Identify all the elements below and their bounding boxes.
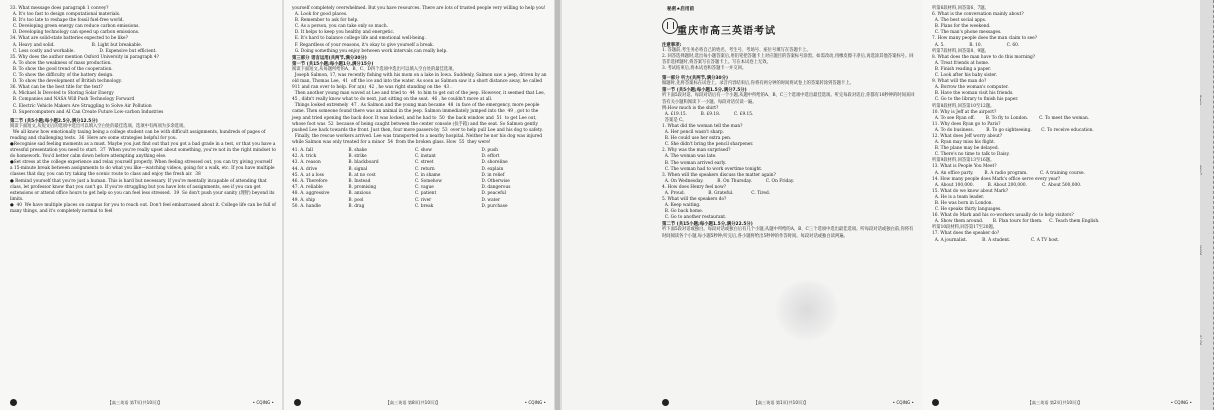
page-footer <box>662 399 914 406</box>
cloze-option: C. in shame <box>414 172 441 178</box>
passage-continued: yourself completely overwhelmed. But you have resources. There are lots of trusted people very willing to help you! A. Look for good places. B. Remember to ask for help. C. As a person, you can take only so much. D. It helps to keep you healthy and energetic. E. It's hard to balance college life and emotional well-being. F. Regardless of your reasons, it's okay to give yourself a break. G. Doing something you enjoy between work intervals can really help. <box>292 6 546 54</box>
page-2 <box>922 0 1200 410</box>
footer-code: • CQING • <box>524 400 546 405</box>
sec2-intro: 听下面5段对话或独白。每段对话或独白后有几个小题,从题中所给的A、B、C三个选项中选出最佳选项。听每段对话或独白前,你将有时间阅读各个小题,每小题5秒钟;听完后,各小题将给出5秒钟的作答时间。每段对话或独白读两遍。 <box>662 227 914 239</box>
cloze-option: D. in relief <box>481 172 505 178</box>
footer-label: 【高三英语 第7页(共10页)】 <box>107 399 163 405</box>
section-title: 第二节 (共5小题;每小题2.5分,满分12.5分) <box>10 118 98 124</box>
cloze-option: C. vague <box>414 185 434 191</box>
footer-label: 【高三英语 第2页(共10页)】 <box>1027 399 1083 405</box>
cloze-option: 48. A. aggressive <box>292 191 330 197</box>
footer-code: • CQING • <box>892 400 914 405</box>
cloze-option: 47. A. reliable <box>292 185 323 191</box>
cloze-passage: Joseph Salmon, 17, was recently fishing with his mom on a lake in Iowa. Suddenly, Salmon saw a jeep, driven by an old man, Thomas Lee, 41 off the ice and into the water. As soon as Salmon saw it a short distance away, he called 911 and ran over to help. For a(n) 42 , he was right standing on the 43 . Then another young man waved at Lee and tried to 44 to him to get out of the jeep. However, it seemed that Lee, 45 , didn't really know what to do next, just sitting on the seat. 46 , he couldn't move at all. Things looked extremely 47 . As Salmon and the young man became 48 in face of the emergency, more people came. Then someone found there was an animal in the jeep. Salmon immediately jumped into the 49 , got to the jeep and tried opening the back door. It was locked, and he had to 50 the back window and 51 to get Lee out, whose foot was 52 because of being caught between the center console (扶手箱) and the seat. So Salmon gently pushed Lee back towards the front. Just then, four more passers-by 53 over to help pull Lee and his dog to safety. Finally, the rescue workers arrived. Lee was transported to a nearby hospital. Neither he nor his dog was injured while Salmon was only treated for a minor 54 from the broken glass. How 55 they were! <box>292 72 547 145</box>
circle-mark-icon <box>294 399 301 406</box>
cloze-option: D. push <box>481 147 498 153</box>
cloze-option: C. return <box>414 166 435 172</box>
part3-title: 第三部分 语言运用(共两节,满分30分) <box>292 55 367 61</box>
watermark <box>772 280 842 340</box>
part3-intro: 阅读下面短文,从每题所给的A、B、C、D四个选项中选出可以填入空白处的最佳选项。 <box>292 66 457 72</box>
page-binding <box>555 0 560 410</box>
cloze-option: D. explain <box>481 166 504 172</box>
cloze-option: C. show <box>414 147 432 153</box>
page-8 <box>284 0 554 410</box>
section-intro: 阅读下面短文,从短文后的选项中选出可以填入空白处的最佳选项。选项中有两项为多余选项。 <box>10 123 188 129</box>
footer-code: • CQING • <box>252 400 274 405</box>
cloze-option: C. street <box>414 160 434 166</box>
cloze-option: B. pool <box>348 197 364 203</box>
listening-questions: 1. What did the woman tell the man? A. Her pencil wasn't sharp. B. He could use her extra pen. C. She didn't bring the pencil sharpener. 2. Why was the man surprised? A. The woman was late. B. The woman arrived early. C. The woman had to work overtime tonight. 3. When will the speakers discuss the matter again? A. On Wednesday. B. On Thursday. C. On Friday. 4. How does Henry feel now? A. Proud. B. Grateful. C. Tired. 5. What will the speakers do? A. Keep waiting. B. Go back home. C. Go to another restaurant. <box>662 123 795 221</box>
listening-questions-cont: 听第6段材料,回答第6、7题。 6. What is the conversation mainly about? A. The best social apps. B. Plans for the weekend. C. The man's phone messages. 7. How many people does the man claim to see? A. 5. B. 10. C. 60. 听第7段材料,回答第8、9题。 8. What does the man have to do this morning? A. Treat friends at home. B. Finish reading a paper. C. Look after his baby sister. 9. What will the man do? A. Borrow the woman's computer. B. Have the woman visit his friends. C. Go to the library to finish his paper. 听第8段材料,回答第10至12题。 10. Why is Jeff at the airport? A. To see Ryan off. B. To fly to London. C. To meet the woman. 11. Why does Ryan go to Paris? A. To do business. B. To go sightseeing. C. To receive education. 12. What does Jeff worry about? A. Ryan may miss his flight. B. The plane may be delayed. C. There's no time to talk to Daisy. 听第9段材料,回答第13至16题。 13. What is People You Meet? A. An office party. B. A radio program. C. A training course. 14. How many people does Mark's office serve every year? A. About 100,000. B. About 200,000. C. About 500,000. 15. What do we know about Mark? A. He is a team leader. B. He was born in London. C. He speaks thirty languages. 16. What do Mark and his co-workers usually do to help visitors? A. Show them around. B. Plan tours for them. C. Teach them English. 听第10段材料,回答第17至20题。 17. What does the speaker do? A. A journalist. B. A student. C. A TV host. <box>932 6 1100 243</box>
part1-intro: 做题时,先将答案标在试卷上。录音内容结束后,你将有两分钟的时间将试卷上的答案转涂到答题卡上。 <box>662 81 854 87</box>
cloze-option: B. Instead <box>348 178 371 184</box>
cloze-option: B. promising <box>348 185 377 191</box>
page-footer <box>932 399 1192 406</box>
passage-text: We all know how emotionally taxing being a college student can be with difficult assignments, hundreds of pages of reading and challenging tests. 36 Here are some strategies helpful for you. ●Recognise sad feeling moments as a must. Maybe you just find out that you got a bad grade in a test, or that you have a stressful presentation you need to start. 37 When you're really upset about something, you're not in the right mindset to do homework. You'd better calm down before attempting anything else. ●Set stress at the college experience and relax yourself properly. When feeling stressed out, you can try giving yourself a 15-minute break between assignments to do what you like—watching videos, going for a walk, etc. If you have multiple classes that day, you can try taking the scenic route to class and enjoy the fresh air. 38 ● Remind yourself that you're just a human. This is hard but necessary. If you're mentally incapable of attending that class, let professor know that you can't go. If you're struggling but you have lots of assignments, see if you can get extensions or attend office hours to get help so you can feel less stressed. 39 So don't push your sanity (理智) beyond its limits. ● 40 We have multiple places on campus for you to reach out. Don't feel embarrassed about it. College life can be full of many things, and it's completely normal to feel <box>10 129 276 214</box>
cloze-option: D. Otherwise <box>481 178 510 184</box>
circle-mark-icon <box>662 399 669 406</box>
circle-mark-icon <box>932 399 939 406</box>
cloze-options <box>292 148 548 210</box>
footer-label: 【高三英语 第1页(共10页)】 <box>753 399 809 405</box>
cloze-option: B. signal <box>348 166 368 172</box>
circle-mark-icon <box>10 399 17 406</box>
example: 例:How much is the shirt? A. £19.15. B. £9.18. C. £9.15. 答案是 C。 <box>662 105 754 123</box>
cloze-option: D. purchase <box>481 203 508 209</box>
cloze-option: B. blackboard <box>348 160 379 166</box>
sec1-intro: 听下面5段对话。每段对话后有一个小题,从题中所给的A、B、C三个选项中选出最佳选项。听完每段对话后,你都有10秒钟的时间来回答有关小题和阅读下一小题。每段对话仅读一遍。 <box>662 93 915 105</box>
cloze-option: D. effort <box>481 154 500 160</box>
cloze-option: C. instant <box>414 154 436 160</box>
cloze-option: 49. A. ship <box>292 197 316 203</box>
page-footer <box>10 399 274 406</box>
cloze-option: D. shoreline <box>481 160 508 166</box>
sec1-title: 第一节 (共5小题;每小题1.5分,满分7.5分) <box>662 88 747 94</box>
page-7 <box>0 0 282 410</box>
cloze-option: D. dangerous <box>481 185 511 191</box>
cloze-option: C. patient <box>414 191 437 197</box>
cloze-option: C. Somehow <box>414 178 442 184</box>
cloze-option: 42. A. trick <box>292 154 317 160</box>
cloze-option: B. drag <box>348 203 365 209</box>
notice-text: 1. 答题前,考生务必将自己的姓名、考生号、考场号、座位号填写在答题卡上。 2. 回答选择题时,选出每小题答案后,用铅笔把答题卡上对应题目的答案标号涂黑。如需改动,用橡皮擦干净后,再选涂其他答案标号。回答非选择题时,将答案写在答题卡上。写在本试卷上无效。 3. 考试结束后,将本试卷和答题卡一并交回。 <box>662 48 914 72</box>
cloze-option: D. water <box>481 197 500 203</box>
exam-title: 重庆市高三英语考试 <box>677 26 776 37</box>
cloze-option: 50. A. handle <box>292 203 321 209</box>
page-1 <box>562 0 922 410</box>
cloze-option: C. break <box>414 203 434 209</box>
cloze-option: B. at no cost <box>348 172 376 178</box>
footer-label: 【高三英语 第8页(共10页)】 <box>385 399 441 405</box>
page1-body <box>662 42 917 240</box>
reading-questions: 33. What message does paragraph 1 convey? A. It's too fast to design computational materials. B. It's too late to reshape the fossil fuel-free world. C. Developing green energy can reduce carbon emissions. D. Developing technology can speed up carbon emissions. 34. What are solid-state batteries expected to be like? A. Heavy and solid. B. Light but breakable. C. Less costly and workable. D. Expensive but efficient. 35. Why does the author mention Oxford University in paragraph 4? A. To show the weakness of mass production. B. To show the good trend of the cooperation. C. To show the difficulty of the battery design. D. To show the development of British technology. 36. What can be the best title for the text? A. Michael Is Devoted to Storing Solar Energy B. Companies and NASA Will Push Technology Forward C. Electric Vehicle Makers Are Struggling to Solve Air Pollution D. Supercomputers and AI Can Create Future Low-carbon Industries <box>10 6 164 115</box>
part1-title: 第一部分 听力(共两节,满分30分) <box>662 76 729 82</box>
cloze-option: D. peaceful <box>481 191 506 197</box>
cloze-option: 41. A. fall <box>292 147 313 153</box>
cloze-option: C. river <box>414 197 432 203</box>
exam-logo-icon <box>662 18 678 34</box>
part3-subtitle: 第一节 (共15小题;每小题1分,满分15分) <box>292 61 374 67</box>
sec2-title: 第二节 (共15小题;每小题1.5分,满分22.5分) <box>662 222 753 228</box>
notice-title: 注意事项: <box>662 43 682 48</box>
secret-label: 秘密★启用前 <box>667 7 695 12</box>
page-footer <box>294 399 546 406</box>
cloze-option: B. anxious <box>348 191 371 197</box>
cloze-option: 43. A. reason <box>292 160 321 166</box>
footer-code: • CQING • <box>1170 400 1192 405</box>
cloze-option: 44. A. drive <box>292 166 318 172</box>
cloze-option: B. strike <box>348 154 367 160</box>
cloze-option: 45. A. at a loss <box>292 172 324 178</box>
cloze-option: 46. A. Therefore <box>292 178 328 184</box>
cloze-option: B. shake <box>348 147 367 153</box>
